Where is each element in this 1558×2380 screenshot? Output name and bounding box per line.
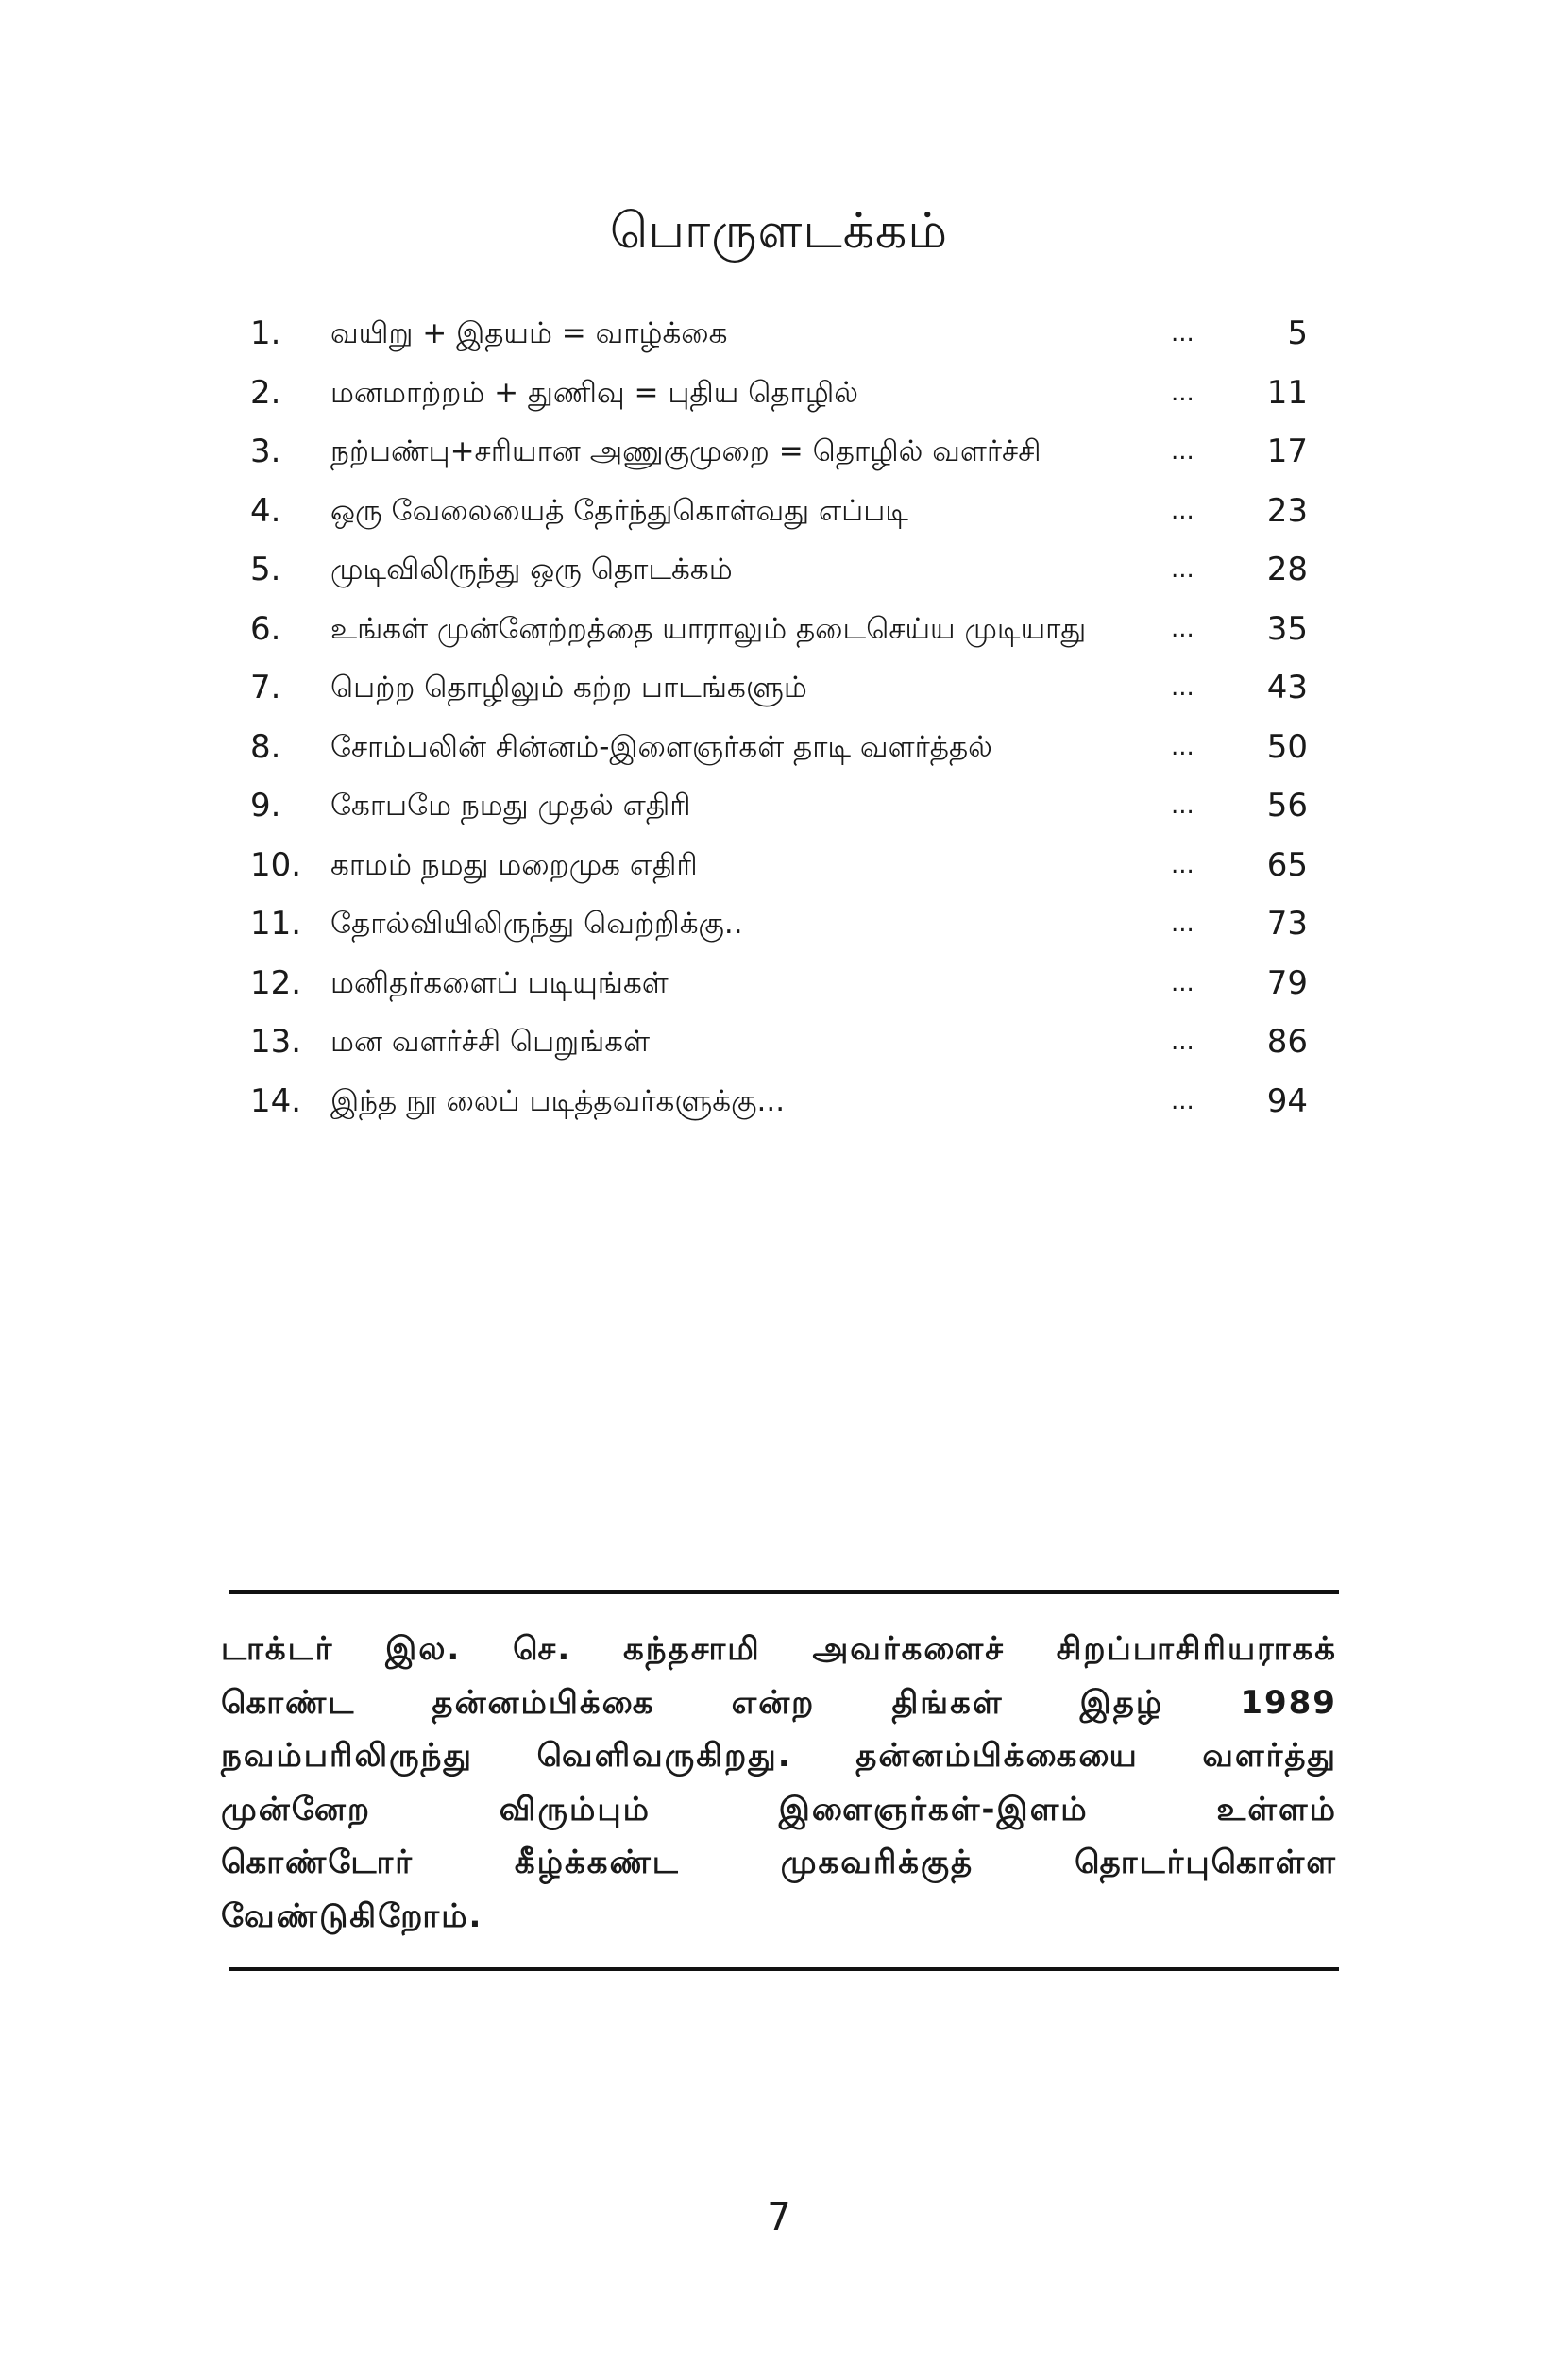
toc-row — [250, 304, 1308, 364]
notice-word: இளைஞர்கள்-இளம் — [778, 1790, 1089, 1828]
toc-number: 14. — [250, 1081, 302, 1120]
toc-row — [250, 776, 1308, 836]
notice-word: வேண்டுகிறோம். — [221, 1896, 483, 1935]
toc-leader-dots: ... — [1171, 791, 1194, 820]
notice-word: முகவரிக்குத் — [780, 1844, 974, 1881]
toc-number: 12. — [250, 963, 302, 1002]
toc-number: 6. — [250, 609, 281, 648]
toc-leader-dots: ... — [1171, 437, 1194, 466]
notice-top-rule — [229, 1590, 1339, 1594]
toc-chapter-title: முடிவிலிருந்து ஒரு தொடக்கம் — [330, 552, 733, 586]
toc-chapter-title: மனிதர்களைப் படியுங்கள் — [330, 965, 669, 1000]
toc-page-number: 73 — [1266, 905, 1308, 943]
toc-number: 4. — [250, 491, 281, 530]
toc-chapter-title: சோம்பலின் சின்னம்-இளைஞர்கள் தாடி வளர்த்தல் — [330, 729, 992, 764]
notice-word: திங்கள் — [891, 1683, 1004, 1722]
toc-page-number: 5 — [1287, 314, 1308, 352]
toc-page-number: 23 — [1266, 491, 1308, 530]
toc-row — [250, 718, 1308, 777]
table-of-contents — [250, 304, 1308, 1130]
notice-word: டாக்டர் — [221, 1630, 334, 1668]
notice-word: உள்ளம் — [1216, 1790, 1337, 1828]
toc-chapter-title: பெற்ற தொழிலும் கற்ற பாடங்களும் — [330, 671, 807, 705]
toc-number: 3. — [250, 433, 281, 470]
notice-word: இல. — [385, 1630, 462, 1668]
toc-row — [250, 658, 1308, 718]
notice-word: தன்னம்பிக்கையை — [855, 1737, 1139, 1775]
notice-word: விரும்பும் — [499, 1790, 651, 1828]
toc-row — [250, 836, 1308, 895]
notice-word: இதழ் — [1079, 1683, 1164, 1722]
toc-leader-dots: ... — [1171, 614, 1194, 643]
toc-number: 2. — [250, 373, 281, 412]
toc-chapter-title: ஒரு வேலையைத் தேர்ந்துகொள்வது எப்படி — [330, 493, 908, 528]
toc-chapter-title: தோல்வியிலிருந்து வெற்றிக்கு.. — [330, 907, 743, 941]
toc-row — [250, 1012, 1308, 1072]
toc-leader-dots: ... — [1171, 378, 1194, 407]
toc-number: 1. — [250, 314, 281, 352]
toc-page-number: 79 — [1266, 963, 1308, 1002]
toc-leader-dots: ... — [1171, 1028, 1194, 1056]
toc-page-number: 28 — [1266, 551, 1308, 588]
toc-row — [250, 1072, 1308, 1131]
toc-chapter-title: மனமாற்றம் + துணிவு = புதிய தொழில் — [330, 375, 858, 410]
notice-word: சிறப்பாசிரியராகக் — [1056, 1630, 1337, 1668]
notice-word: அவர்களைச் — [812, 1630, 1006, 1668]
toc-page-number: 35 — [1266, 609, 1308, 648]
toc-chapter-title: இந்த நூ லைப் படித்தவர்களுக்கு... — [330, 1083, 786, 1118]
toc-leader-dots: ... — [1171, 496, 1194, 525]
notice-line — [221, 1729, 1337, 1783]
notice-word: வளர்த்து — [1202, 1737, 1337, 1775]
toc-number: 11. — [250, 905, 302, 943]
notice-word: 1989 — [1240, 1683, 1337, 1722]
toc-number: 10. — [250, 845, 302, 884]
toc-leader-dots: ... — [1171, 850, 1194, 879]
notice-box — [221, 1623, 1337, 1943]
toc-chapter-title: காமம் நமது மறைமுக எதிரி — [330, 847, 698, 882]
notice-word: என்ற — [731, 1683, 816, 1722]
toc-chapter-title: கோபமே நமது முதல் எதிரி — [330, 789, 691, 823]
notice-line — [221, 1676, 1337, 1730]
toc-chapter-title: வயிறு + இதயம் = வாழ்க்கை — [330, 316, 728, 350]
toc-number: 9. — [250, 787, 281, 824]
toc-leader-dots: ... — [1171, 319, 1194, 348]
toc-leader-dots: ... — [1171, 555, 1194, 584]
toc-page-number: 11 — [1266, 373, 1308, 412]
toc-number: 5. — [250, 551, 281, 588]
notice-line — [221, 1783, 1337, 1837]
toc-page-number: 94 — [1266, 1081, 1308, 1120]
notice-line — [221, 1623, 1337, 1676]
notice-word: தன்னம்பிக்கை — [432, 1683, 655, 1722]
toc-page-number: 65 — [1266, 845, 1308, 884]
notice-word: செ. — [513, 1630, 572, 1668]
page-number: 7 — [767, 2196, 791, 2239]
toc-row — [250, 954, 1308, 1013]
toc-chapter-title: உங்கள் முன்னேற்றத்தை யாராலும் தடைசெய்ய முடியாது — [330, 611, 1087, 646]
toc-leader-dots: ... — [1171, 732, 1194, 761]
notice-bottom-rule — [229, 1967, 1339, 1971]
toc-row — [250, 894, 1308, 954]
notice-word: தொடர்புகொள்ள — [1075, 1844, 1337, 1881]
toc-leader-dots: ... — [1171, 968, 1194, 997]
toc-number: 13. — [250, 1023, 302, 1061]
notice-word: கொண்ட — [221, 1683, 356, 1722]
toc-page-number: 43 — [1266, 669, 1308, 706]
toc-page-number: 50 — [1266, 727, 1308, 766]
notice-word: நவம்பரிலிருந்து — [221, 1737, 473, 1775]
toc-page-number: 17 — [1266, 433, 1308, 470]
page-title: பொருளடக்கம் — [609, 203, 949, 260]
toc-leader-dots: ... — [1171, 673, 1194, 702]
toc-number: 8. — [250, 727, 281, 766]
toc-chapter-title: மன வளர்ச்சி பெறுங்கள் — [330, 1025, 651, 1059]
toc-row — [250, 364, 1308, 423]
notice-word: முன்னேற — [221, 1790, 371, 1828]
toc-row — [250, 482, 1308, 541]
toc-number: 7. — [250, 669, 281, 706]
toc-leader-dots: ... — [1171, 1086, 1194, 1115]
toc-row — [250, 540, 1308, 600]
notice-line — [221, 1836, 1337, 1890]
toc-page-number: 56 — [1266, 787, 1308, 824]
toc-leader-dots: ... — [1171, 910, 1194, 938]
notice-word: கீழ்க்கண்ட — [514, 1844, 680, 1881]
toc-row — [250, 600, 1308, 659]
toc-row — [250, 422, 1308, 482]
notice-word: வெளிவருகிறது. — [536, 1737, 792, 1775]
notice-word: கந்தசாமி — [623, 1630, 761, 1668]
notice-line — [221, 1890, 1337, 1944]
toc-page-number: 86 — [1266, 1023, 1308, 1061]
toc-chapter-title: நற்பண்பு+சரியான அணுகுமுறை = தொழில் வளர்ச்சி — [330, 434, 1041, 468]
notice-word: கொண்டோர் — [221, 1844, 414, 1881]
